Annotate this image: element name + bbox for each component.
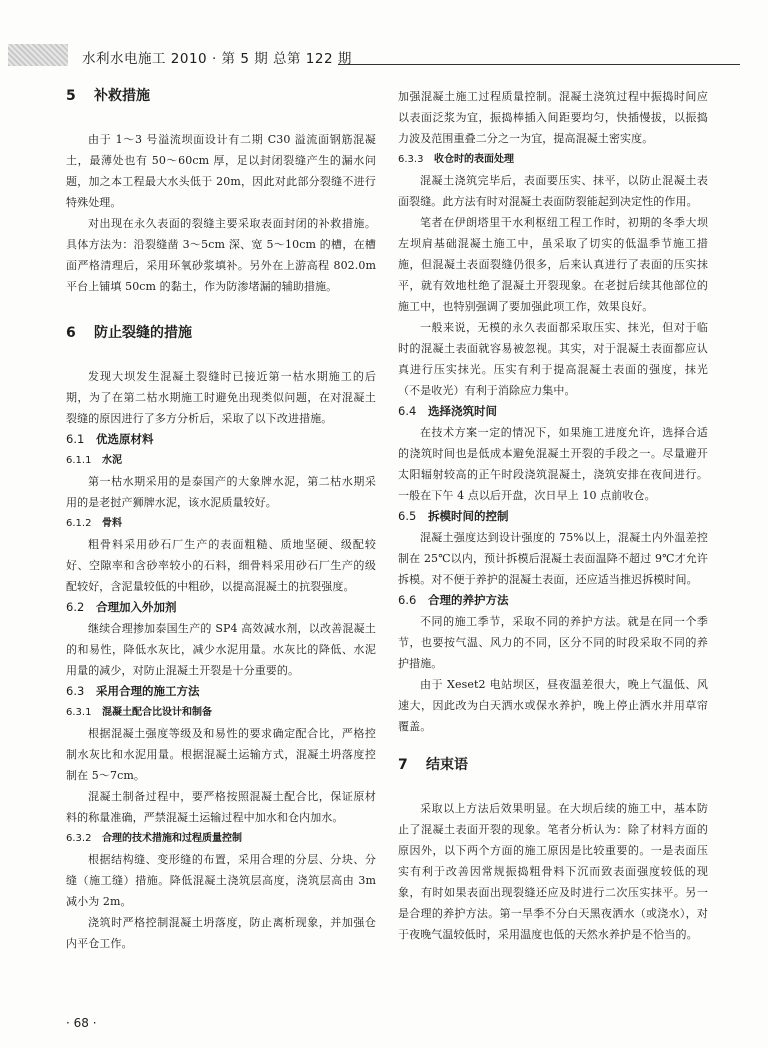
paragraph: 由于 Xeset2 电站坝区，昼夜温差很大，晚上气温低、风速大，因此改为白天洒水或保水养护，晚上停止洒水并用草帘覆盖。 (398, 678, 708, 733)
paragraph: 粗骨料采用砂石厂生产的表面粗糙、质地坚硬、级配较好、空隙率和含砂率较小的石料，细骨料采用砂石厂生产的级配较好，含泥量较低的中粗砂，以提高混凝土的抗裂强度。 (66, 538, 376, 593)
subsection-number: 6.4 (398, 404, 417, 418)
paragraph: 不同的施工季节，采取不同的养护方法。就是在同一个季节，也要按气温、风力的不同，区分不同的时段采取不同的养护措施。 (398, 615, 708, 670)
header-texture-decoration (8, 44, 68, 66)
paragraph: 混凝土制备过程中，要严格按照混凝土配合比，保证原材料的称量准确，严禁混凝土运输过程中加水和仓内加水。 (66, 790, 376, 824)
subsubsection-heading-6-3-3 (398, 149, 708, 170)
subsection-title: 合理加入外加剂 (96, 600, 177, 614)
paragraph: 对出现在永久表面的裂缝主要采取表面封闭的补救措施。具体方法为：沿裂缝凿 3～5cm 深、宽 5～10cm 的槽，在槽面严格清理后，采用环氧砂浆填补。另外在上游高程 802.0m 平台上铺填 50cm 的黏土，作为防渗堵漏的辅助措施。 (66, 217, 376, 293)
subsubsection-title: 收仓时的表面处理 (434, 154, 514, 165)
subsection-heading-6-5 (398, 506, 708, 527)
subsubsection-heading-6-1-1 (66, 450, 376, 471)
subsubsection-number: 6.3.1 (66, 707, 92, 718)
subsubsection-title: 合理的技术措施和过程质量控制 (102, 833, 242, 844)
journal-issue-line: 水利水电施工 2010 · 第 5 期 总第 122 期 (82, 51, 352, 67)
subsubsection-number: 6.1.1 (66, 455, 92, 466)
page-number: · 68 · (66, 1016, 97, 1030)
right-column (398, 86, 708, 945)
left-column (66, 86, 376, 954)
subsection-heading-6-6 (398, 590, 708, 611)
subsubsection-title: 水泥 (102, 455, 122, 466)
subsection-number: 6.1 (66, 432, 85, 446)
subsection-heading-6-3 (66, 681, 376, 702)
section-title: 补救措施 (94, 88, 150, 104)
paragraph: 混凝土浇筑完毕后，表面要压实、抹平，以防止混凝土表面裂缝。此方法有时对混凝土表面防裂能起到决定性的作用。 (398, 174, 708, 208)
paragraph: 发现大坝发生混凝土裂缝时已接近第一枯水期施工的后期，为了在第二枯水期施工时避免出现类似问题，在对混凝土裂缝的原因进行了多方分析后，采取了以下改进措施。 (66, 370, 376, 425)
paragraph: 混凝土强度达到设计强度的 75%以上，混凝土内外温差控制在 25℃以内，预计拆模后混凝土表面温降不超过 9℃才允许拆模。对不便于养护的混凝土表面，还应适当推迟拆模时间。 (398, 531, 708, 586)
subsubsection-number: 6.3.2 (66, 833, 92, 844)
paragraph: 由于 1～3 号溢流坝面设计有二期 C30 溢流面钢筋混凝土，最薄处也有 50～60cm 厚，足以封闭裂缝产生的漏水问题，加之本工程最大水头低于 20m，因此对此部分裂缝不进行特殊处理。 (66, 133, 376, 209)
section-number: 6 (66, 325, 76, 341)
subsubsection-heading-6-3-1 (66, 702, 376, 723)
subsection-number: 6.5 (398, 509, 417, 523)
subsubsection-heading-6-3-2 (66, 828, 376, 849)
section-number: 5 (66, 88, 76, 104)
paragraph: 一般来说，无模的永久表面都采取压实、抹光，但对于临时的混凝土表面就容易被忽视。其实，对于混凝土表面都应认真进行压实抹光。压实有利于提高混凝土表面的强度，抹光（不是收光）有利于消除应力集中。 (398, 321, 708, 397)
subsubsection-title: 骨料 (102, 518, 122, 529)
subsection-number: 6.6 (398, 593, 417, 607)
subsection-title: 合理的养护方法 (428, 593, 509, 607)
section-title: 结束语 (426, 757, 468, 773)
section-number: 7 (398, 757, 408, 773)
subsection-title: 采用合理的施工方法 (96, 684, 200, 698)
subsection-title: 拆模时间的控制 (428, 509, 509, 523)
paragraph: 浇筑时严格控制混凝土坍落度，防止离析现象，并加强仓内平仓工作。 (66, 916, 376, 950)
paragraph: 采取以上方法后效果明显。在大坝后续的施工中，基本防止了混凝土表面开裂的现象。笔者分析认为：除了材料方面的原因外，以下两个方面的施工原因是比较重要的。一是表面压实有利于改善因常规振捣粗骨料下沉而致表面强度较低的现象，有时如果表面出现裂缝还应及时进行二次压实抹平。另一是合理的养护方法。第一旱季不分白天黑夜洒水（或浇水），对于夜晚气温较低时，采用温度也低的天然水养护是不恰当的。 (398, 802, 708, 941)
paragraph: 笔者在伊朗塔里干水利枢纽工程工作时，初期的冬季大坝左坝肩基础混凝土施工中，虽采取了切实的低温季节施工措施，但混凝土表面裂缝仍很多，后来认真进行了表面的压实抹平，就有效地杜绝了混凝土开裂现象。在老挝后续其他部位的施工中，也特别强调了要加强此项工作，效果良好。 (398, 216, 708, 313)
paragraph-continued: 加强混凝土施工过程质量控制。混凝土浇筑过程中振捣时间应以表面泛浆为宜，振捣棒插入间距要均匀，快插慢拔，以振捣力波及范围重叠二分之一为宜，提高混凝土密实度。 (398, 90, 708, 145)
subsubsection-number: 6.1.2 (66, 518, 92, 529)
subsection-number: 6.3 (66, 684, 85, 698)
subsection-title: 选择浇筑时间 (428, 404, 497, 418)
header-rule (338, 64, 740, 65)
section-heading-6 (66, 323, 376, 344)
paragraph: 继续合理掺加泰国生产的 SP4 高效减水剂，以改善混凝土的和易性，降低水灰比，减少水泥用量。水灰比的降低、水泥用量的减少，对防止混凝土开裂是十分重要的。 (66, 622, 376, 677)
paragraph: 在技术方案一定的情况下，如果施工进度允许，选择合适的浇筑时间也是低成本避免混凝土开裂的手段之一。尽量避开太阳辐射较高的正午时段浇筑混凝土，浇筑安排在夜间进行。一般在下午 4 点以后开盘，次日早上 10 点前收仓。 (398, 426, 708, 502)
subsection-heading-6-4 (398, 401, 708, 422)
section-heading-5 (66, 86, 376, 107)
subsection-heading-6-2 (66, 597, 376, 618)
subsubsection-title: 混凝土配合比设计和制备 (102, 707, 212, 718)
subsection-number: 6.2 (66, 600, 85, 614)
paragraph: 第一枯水期采用的是泰国产的大象牌水泥，第二枯水期采用的是老挝产狮牌水泥，该水泥质量较好。 (66, 475, 376, 509)
section-heading-7 (398, 755, 708, 776)
section-title: 防止裂缝的措施 (94, 325, 192, 341)
running-header (0, 40, 768, 74)
subsection-title: 优选原材料 (96, 432, 154, 446)
paragraph: 根据混凝土强度等级及和易性的要求确定配合比，严格控制水灰比和水泥用量。根据混凝土运输方式，混凝土坍落度控制在 5～7cm。 (66, 727, 376, 782)
subsection-heading-6-1 (66, 429, 376, 450)
subsubsection-heading-6-1-2 (66, 513, 376, 534)
subsubsection-number: 6.3.3 (398, 154, 424, 165)
paragraph: 根据结构缝、变形缝的布置，采用合理的分层、分块、分缝（施工缝）措施。降低混凝土浇筑层高度，浇筑层高由 3m 减小为 2m。 (66, 853, 376, 908)
